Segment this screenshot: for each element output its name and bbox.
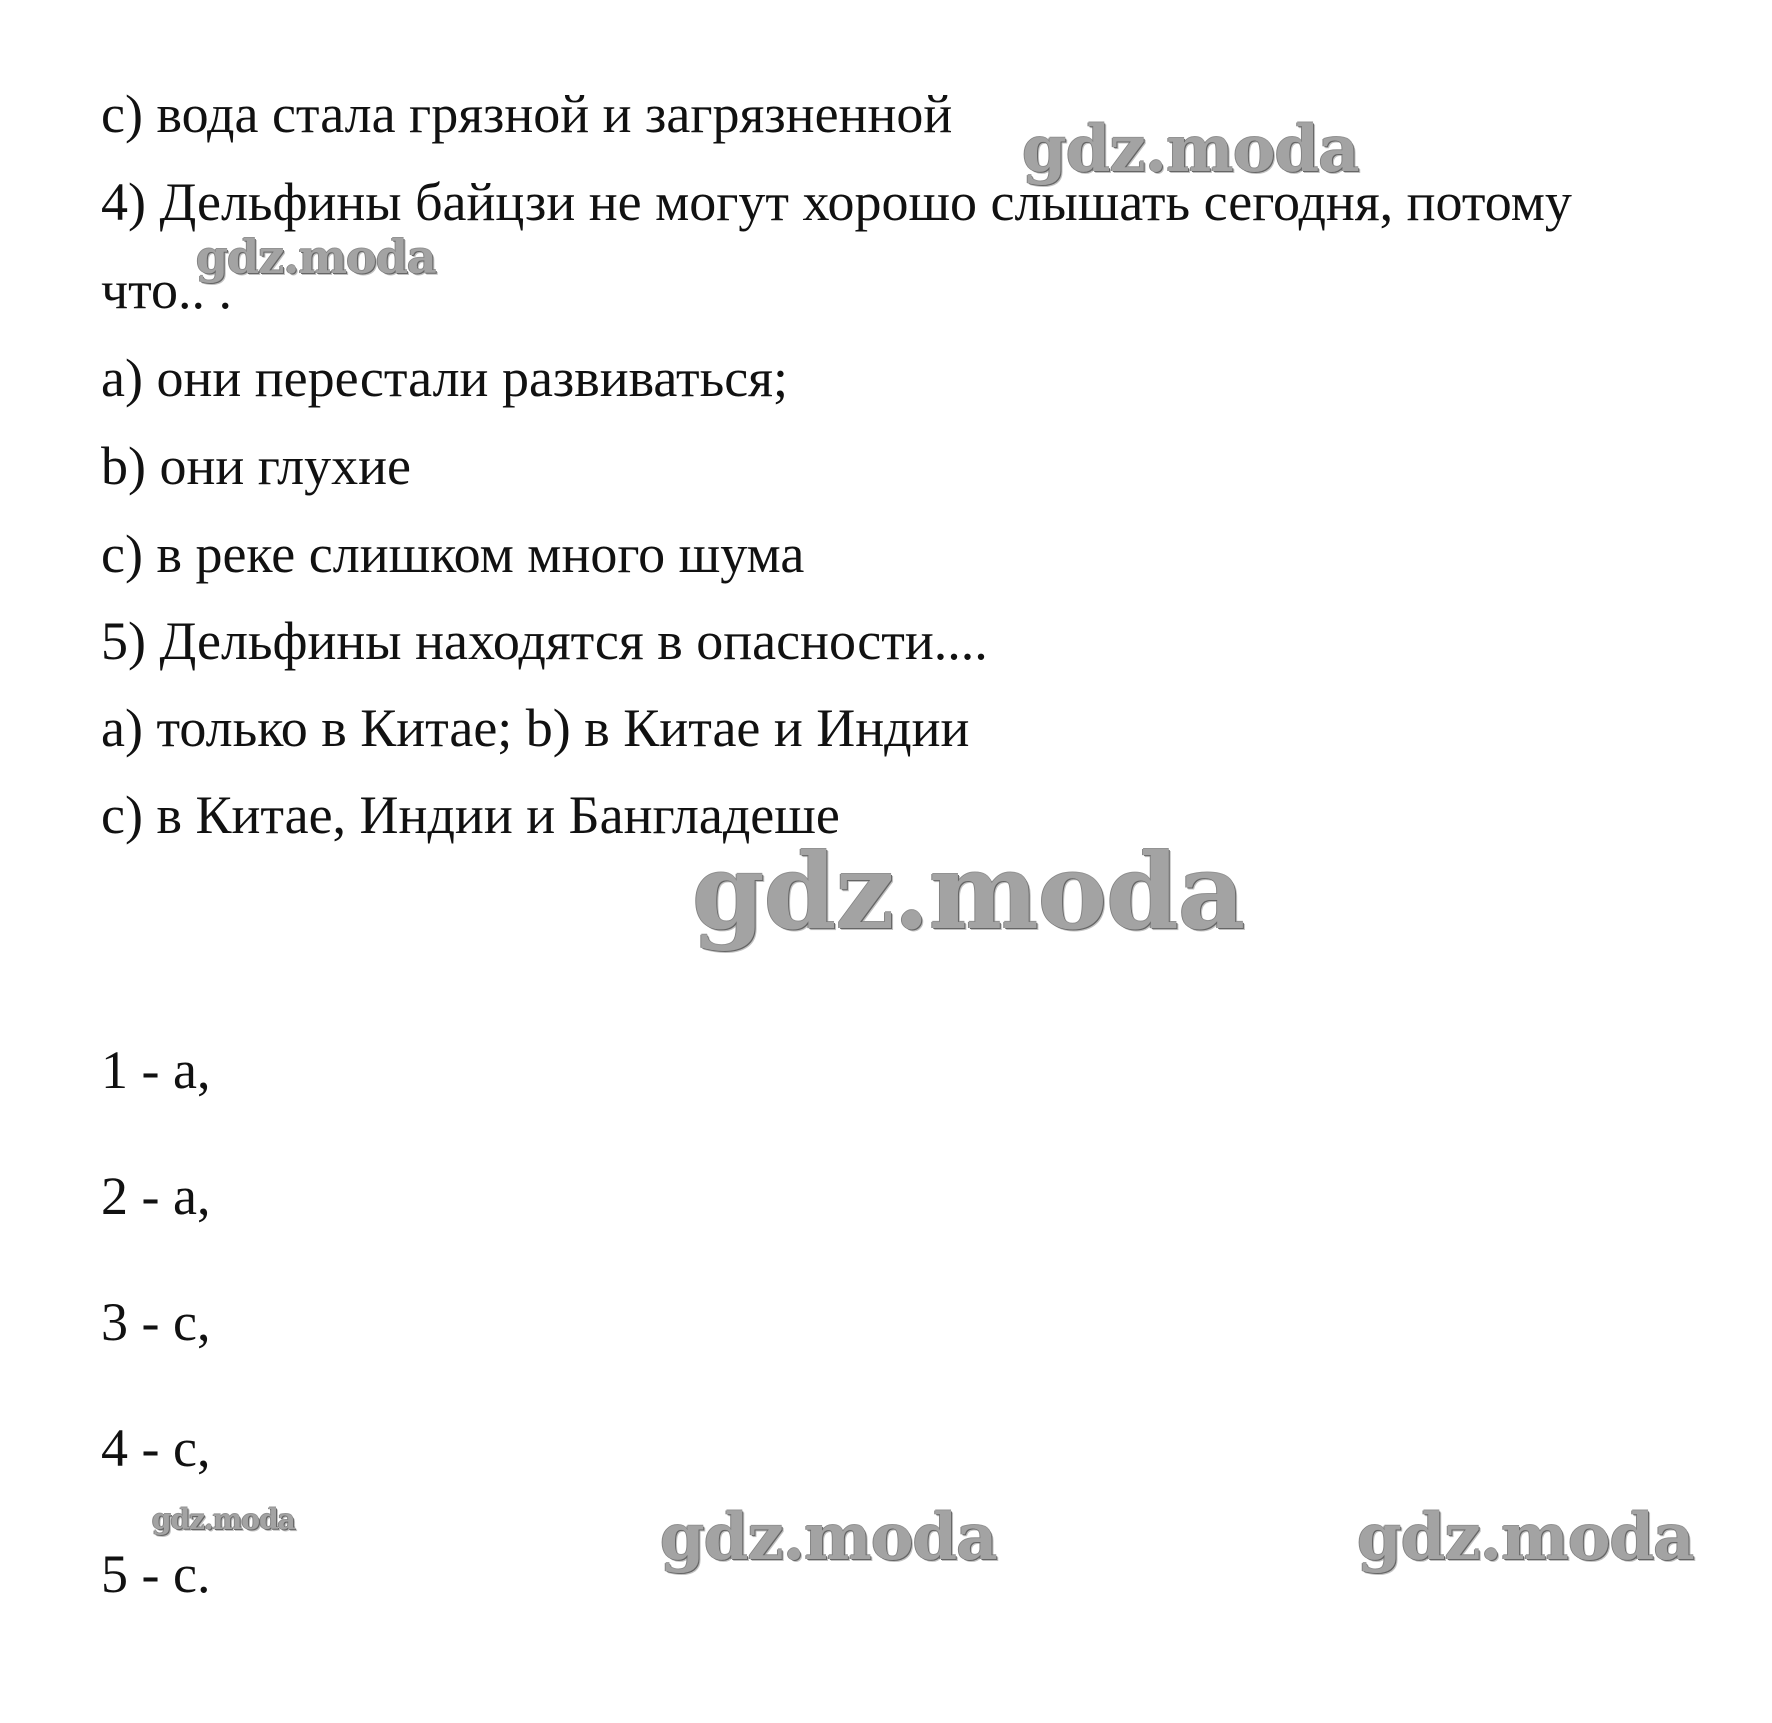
- question-line-8: a) только в Китае; b) в Китае и Индии: [101, 698, 970, 758]
- question-line-4: a) они перестали развиваться;: [101, 348, 789, 408]
- question-line-6: c) в реке слишком много шума: [101, 524, 805, 584]
- question-line-5: b) они глухие: [101, 436, 411, 496]
- watermark: gdz.moda: [152, 1503, 295, 1536]
- watermark: gdz.moda: [196, 230, 436, 284]
- watermark: gdz.moda: [1357, 1500, 1694, 1575]
- question-line-3: что.. .: [101, 260, 233, 320]
- answer-3: 3 - c,: [101, 1292, 211, 1352]
- answer-1: 1 - a,: [101, 1040, 211, 1100]
- answer-5: 5 - c.: [101, 1544, 211, 1604]
- question-line-7: 5) Дельфины находятся в опасности....: [101, 611, 988, 671]
- watermark: gdz.moda: [1022, 112, 1359, 187]
- question-line-1: c) вода стала грязной и загрязненной: [101, 84, 953, 144]
- watermark: gdz.moda: [692, 830, 1245, 953]
- answer-4: 4 - c,: [101, 1418, 211, 1478]
- watermark: gdz.moda: [660, 1500, 997, 1575]
- answer-2: 2 - a,: [101, 1166, 211, 1226]
- question-line-2: 4) Дельфины байцзи не могут хорошо слышать сегодня, потому: [101, 172, 1572, 232]
- question-line-9: c) в Китае, Индии и Бангладеше: [101, 785, 840, 845]
